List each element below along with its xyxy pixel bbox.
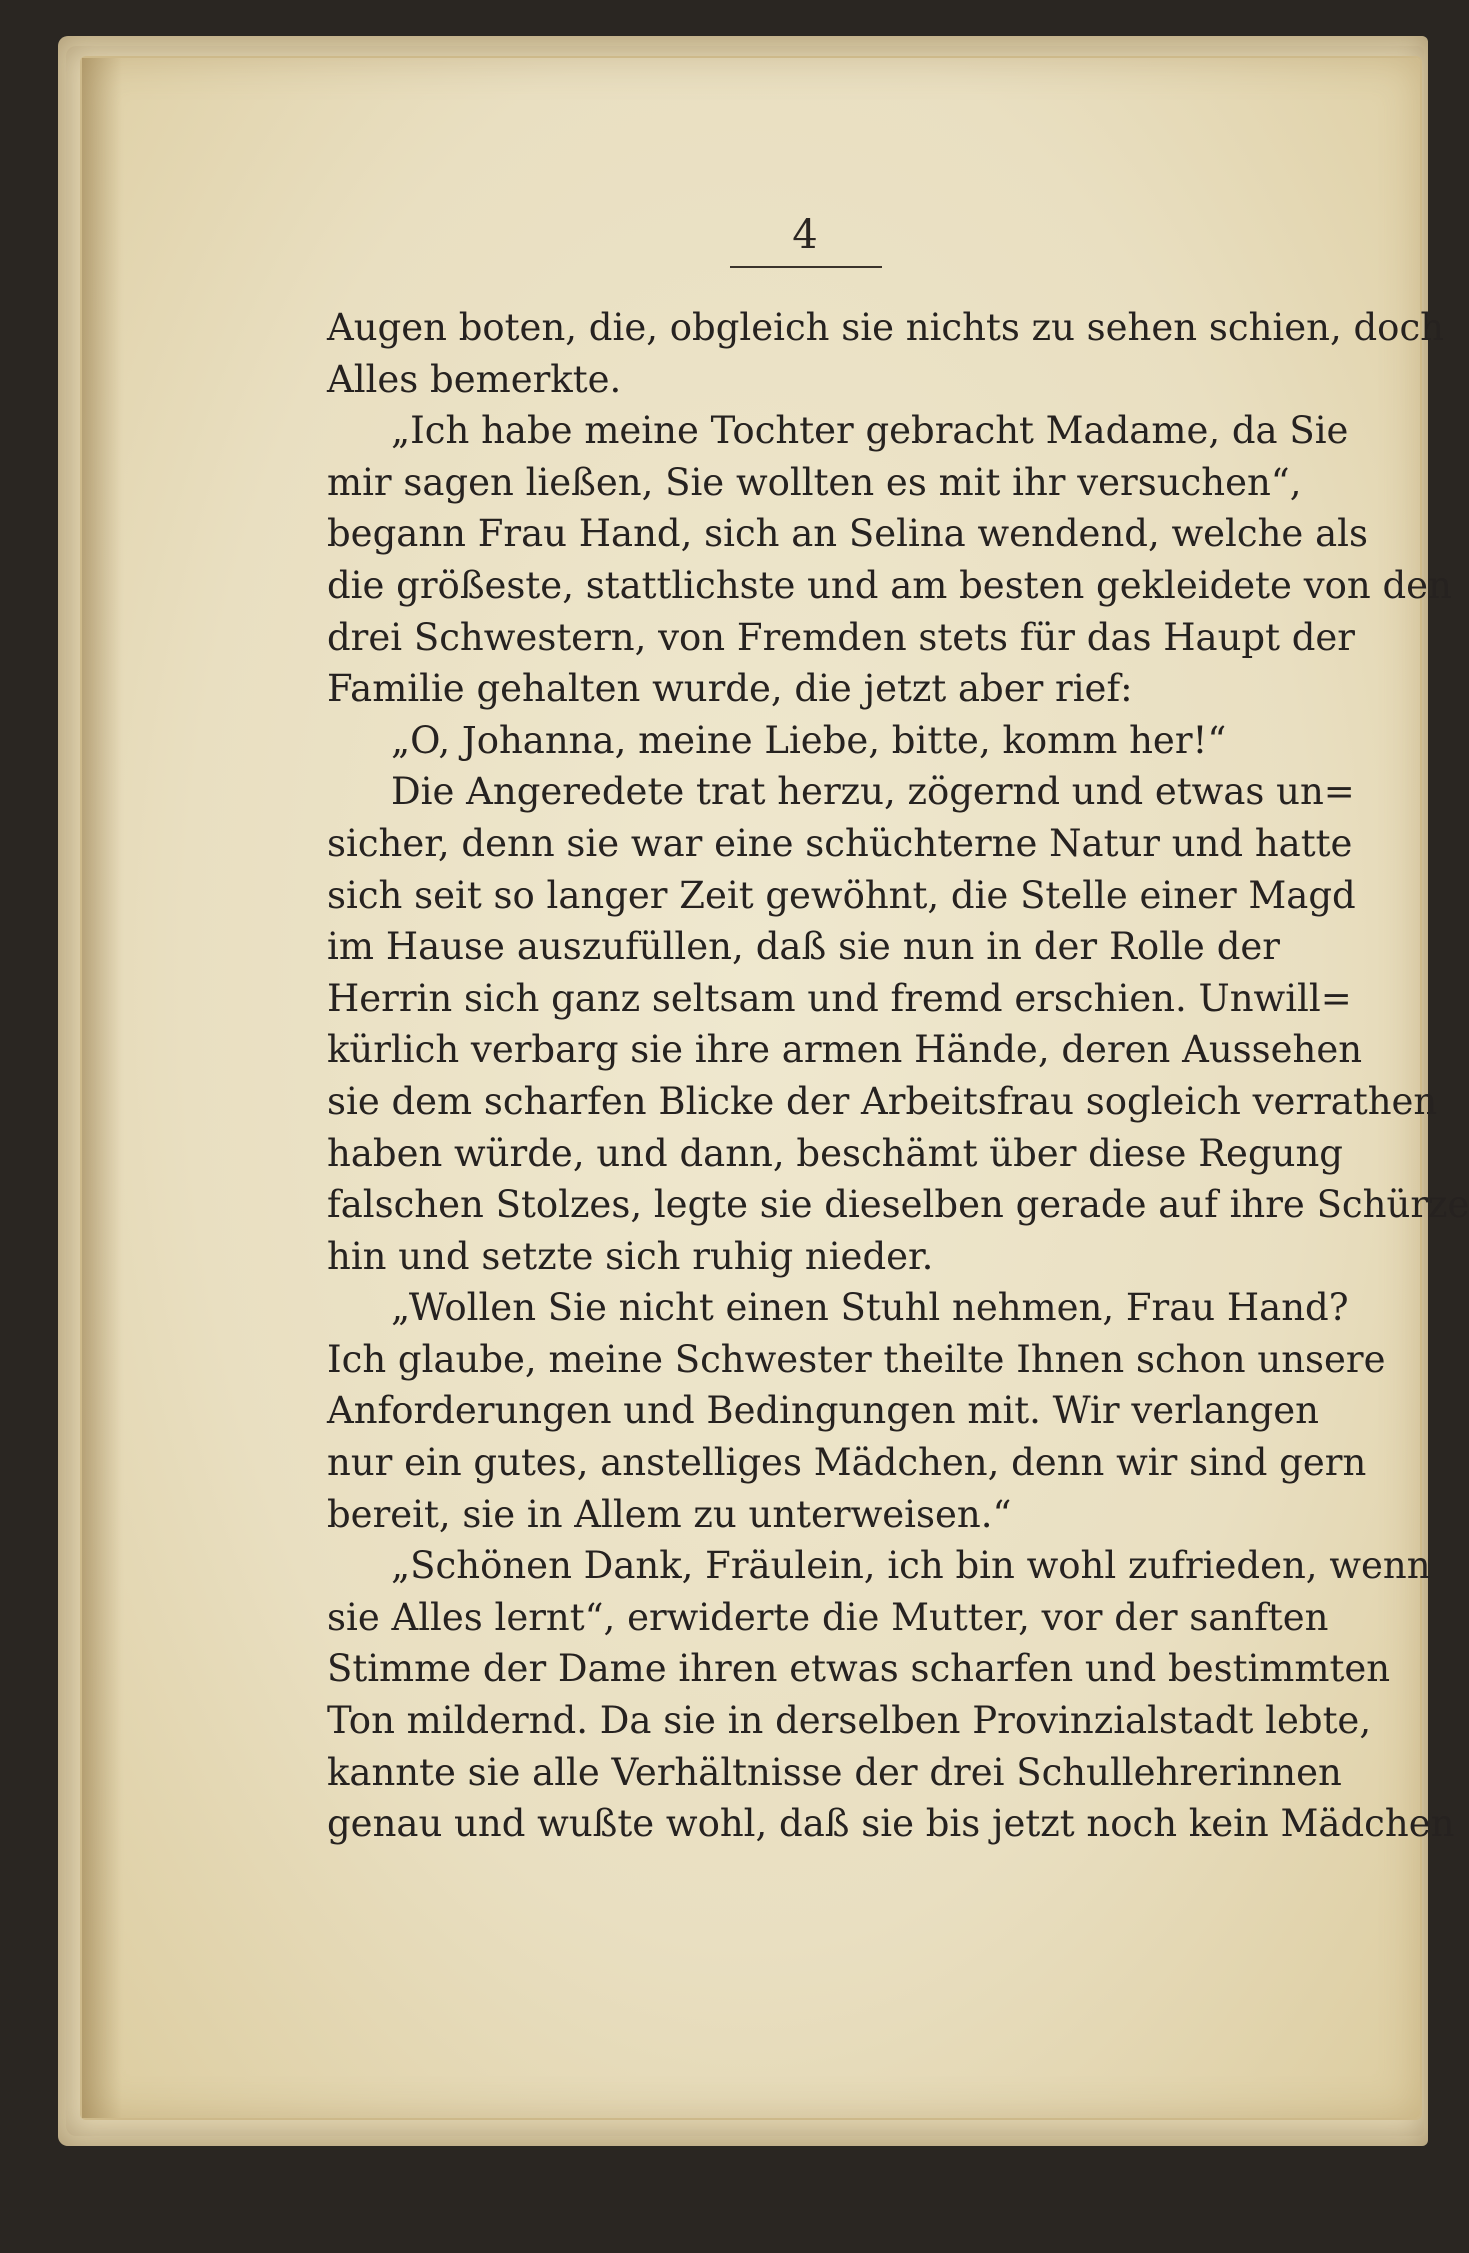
text-line: kannte sie alle Verhältnisse der drei Schullehrerinnen xyxy=(327,1750,1342,1794)
binding-shadow xyxy=(82,58,122,2118)
text-line: nur ein gutes, anstelliges Mädchen, denn wir sind gern xyxy=(327,1441,1367,1485)
text-line: Familie gehalten wurde, die jetzt aber rief: xyxy=(327,667,1133,711)
text-line: Ich glaube, meine Schwester theilte Ihnen schon unsere xyxy=(327,1337,1386,1381)
text-line: Herrin sich ganz seltsam und fremd erschien. Unwill= xyxy=(327,976,1352,1020)
text-line: sicher, denn sie war eine schüchterne Natur und hatte xyxy=(327,821,1353,865)
text-line: Anforderungen und Bedingungen mit. Wir verlangen xyxy=(327,1389,1319,1433)
text-line: die größeste, stattlichste und am besten gekleidete von den xyxy=(327,563,1452,607)
text-line: mir sagen ließen, Sie wollten es mit ihr versuchen“, xyxy=(327,460,1302,504)
text-line: Ton mildernd. Da sie in derselben Provinzialstadt lebte, xyxy=(327,1699,1372,1743)
body-text xyxy=(327,302,1469,1850)
text-line: „Ich habe meine Tochter gebracht Madame, da Sie xyxy=(391,409,1349,453)
text-line: hin und setzte sich ruhig nieder. xyxy=(327,1234,934,1278)
text-line: sie Alles lernt“, erwiderte die Mutter, vor der sanften xyxy=(327,1595,1329,1639)
text-line: begann Frau Hand, sich an Selina wendend, welche als xyxy=(327,512,1368,556)
text-line: drei Schwestern, von Fremden stets für das Haupt der xyxy=(327,615,1355,659)
page-number: 4 xyxy=(792,212,818,258)
text-line: Alles bemerkte. xyxy=(327,357,622,401)
text-line: „Wollen Sie nicht einen Stuhl nehmen, Frau Hand? xyxy=(391,1286,1349,1330)
page-number-rule xyxy=(730,266,882,268)
text-line: im Hause auszufüllen, daß sie nun in der Rolle der xyxy=(327,925,1280,969)
text-line: bereit, sie in Allem zu unterweisen.“ xyxy=(327,1492,1012,1536)
text-line: Stimme der Dame ihren etwas scharfen und bestimmten xyxy=(327,1647,1391,1691)
text-line: genau und wußte wohl, daß sie bis jetzt noch kein Mädchen xyxy=(327,1802,1455,1846)
text-line: Die Angeredete trat herzu, zögernd und etwas un= xyxy=(391,770,1355,814)
text-line: Augen boten, die, obgleich sie nichts zu sehen schien, doch xyxy=(327,306,1444,349)
text-line: haben würde, und dann, beschämt über diese Regung xyxy=(327,1131,1343,1175)
text-line: sich seit so langer Zeit gewöhnt, die Stelle einer Magd xyxy=(327,873,1356,917)
text-line: „O, Johanna, meine Liebe, bitte, komm her!“ xyxy=(391,718,1227,762)
text-line: falschen Stolzes, legte sie dieselben gerade auf ihre Schürze xyxy=(327,1183,1469,1227)
text-line: sie dem scharfen Blicke der Arbeitsfrau sogleich verrathen xyxy=(327,1079,1438,1123)
text-line: kürlich verbarg sie ihre armen Hände, deren Aussehen xyxy=(327,1028,1363,1072)
text-line: „Schönen Dank, Fräulein, ich bin wohl zufrieden, wenn xyxy=(391,1544,1431,1588)
